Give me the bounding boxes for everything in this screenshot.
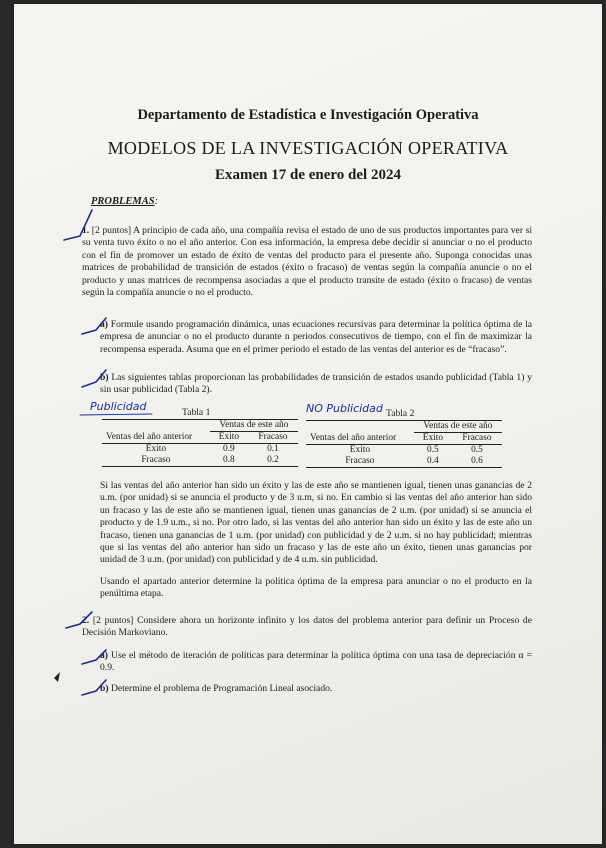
cursor-arrow-icon xyxy=(54,672,60,682)
table-2-col-header: Éxito xyxy=(414,433,452,445)
section-label-text: PROBLEMAS xyxy=(91,196,155,207)
table-2-cell: 0.5 xyxy=(427,445,439,455)
table-2-cell: 0.4 xyxy=(414,456,452,468)
problem-1a-text: Formule usando programación dinámica, unas ecuaciones recursivas para determinar la política óptima de la empresa de anunciar o no el producto durante n periodos consecutivos de tiempo, con el fin de maximizar la recompensa esperada. Asuma que en el primer periodo el estado de las ventas del anterior es de “fracaso”. xyxy=(100,319,533,355)
check-mark-icon xyxy=(82,318,106,334)
table-1-col-header: Fracaso xyxy=(248,432,298,444)
problem-1b-text: Las siguientes tablas proporcionan las probabilidades de transición de estados usando publicidad (Tabla 1) y sin usar publicidad (Tabla 2). xyxy=(100,372,532,396)
table-2-header-top: Ventas de este año xyxy=(414,421,502,433)
problem-2-number: 2. xyxy=(82,615,90,626)
handwritten-publicidad: Publicidad xyxy=(90,400,147,413)
problem-2-text: [2 puntos] Considere ahora un horizonte infinito y los datos del problema anterior para definir un Proceso de Decisión Markoviano. xyxy=(82,615,532,639)
table-2-caption: Tabla 2 xyxy=(386,408,415,419)
table-1-cell: 0.8 xyxy=(210,455,248,467)
handwritten-marks xyxy=(14,4,602,844)
table-2-row-label: Fracaso xyxy=(306,456,414,468)
table-2-row-label: Éxito xyxy=(349,445,371,455)
problem-2a-label: a) xyxy=(100,650,108,661)
table-1-row-label: Éxito xyxy=(145,444,167,454)
table-2-cell: 0.5 xyxy=(471,445,483,455)
table-1-row-label: Fracaso xyxy=(102,455,210,467)
check-mark-icon xyxy=(66,612,92,628)
check-mark-icon xyxy=(64,210,92,240)
section-colon: : xyxy=(154,196,159,207)
final-question-paragraph: Usando el apartado anterior determine la política óptima de la empresa para anunciar o no el producto en la penúltima etapa. xyxy=(100,576,532,600)
problem-1a-label: a) xyxy=(100,319,108,330)
check-mark-icon xyxy=(82,370,106,387)
table-1-header-top: Ventas de este año xyxy=(210,420,298,432)
table-2-col-header: Fracaso xyxy=(452,433,502,445)
check-mark-icon xyxy=(82,680,106,695)
check-mark-icon xyxy=(82,650,106,664)
underline-mark xyxy=(80,414,152,415)
problem-2a-text: Use el método de iteración de políticas para determinar la política óptima con una tasa de depreciación α = 0.9. xyxy=(100,650,533,674)
exam-date-heading: Examen 17 de enero del 2024 xyxy=(215,167,401,183)
table-1-cell: 0.2 xyxy=(248,455,298,467)
rewards-paragraph: Si las ventas del año anterior han sido un éxito y las de este año se mantienen igual, tienen unas ganancias de 2 u.m. (por unidad) si se anuncia el producto y de 3 u.m, si no. En cambio si las ventas del año anterior han sido un fracaso y las de este año se mantienen igual, tienen unas ganancias de 2 u.m. (por unidad) si se anuncia el producto y de 1.9 u.m., si no. Por otro lado, si las ventas del año anterior han sido un éxito y las de este año un fracaso, tienen una ganancias de 1 u.m. (por unidad) con publicidad y de 2 u.m. si no hay publicidad; mientras que si las ventas del año anterior han sido un fracaso y las de este año un éxito, tienen unas ganancias por unidad de 3 u.m. (por unidad) con publicidad y de 4 u.m. sin publicidad. xyxy=(100,480,532,566)
problem-1b-label: b) xyxy=(100,372,109,383)
table-1-cell: 0.9 xyxy=(223,444,235,454)
table-1-caption: Tabla 1 xyxy=(182,407,211,418)
table-1-col-header: Éxito xyxy=(210,432,248,444)
problem-2b-label: b) xyxy=(100,683,109,694)
table-1-row-header: Ventas del año anterior xyxy=(102,432,210,444)
problem-2b-text: Determine el problema de Programación Lineal asociado. xyxy=(110,683,333,694)
handwritten-no-publicidad: NO Publicidad xyxy=(306,402,383,415)
problem-1-number: 1. xyxy=(82,225,90,236)
table-2-row-header: Ventas del año anterior xyxy=(306,433,414,445)
table-2-cell: 0.6 xyxy=(452,456,502,468)
department-heading: Departamento de Estadística e Investigación Operativa xyxy=(137,107,479,123)
exam-page xyxy=(14,4,602,844)
course-title: MODELOS DE LA INVESTIGACIÓN OPERATIVA xyxy=(107,138,509,158)
table-1-cell: 0.1 xyxy=(267,444,279,454)
problem-1-text: [2 puntos] A principio de cada año, una compañía revisa el estado de uno de sus productos importantes para ver si su venta tuvo éxito o no el año anterior. Con esa información, la empresa debe decidir si anunciar o no el producto con el fin de promover un estado de éxito de ventas del producto para el presente año. Suponga conocidas unas matrices de probabilidad de transición de estados (éxito o fracaso) de ventas según la compañía anuncie o no el producto y unas matrices de recompensa asociadas a que el producto transite de estado (éxito o fracaso) de ventas según la compañía anuncie o no el producto. xyxy=(82,225,532,299)
